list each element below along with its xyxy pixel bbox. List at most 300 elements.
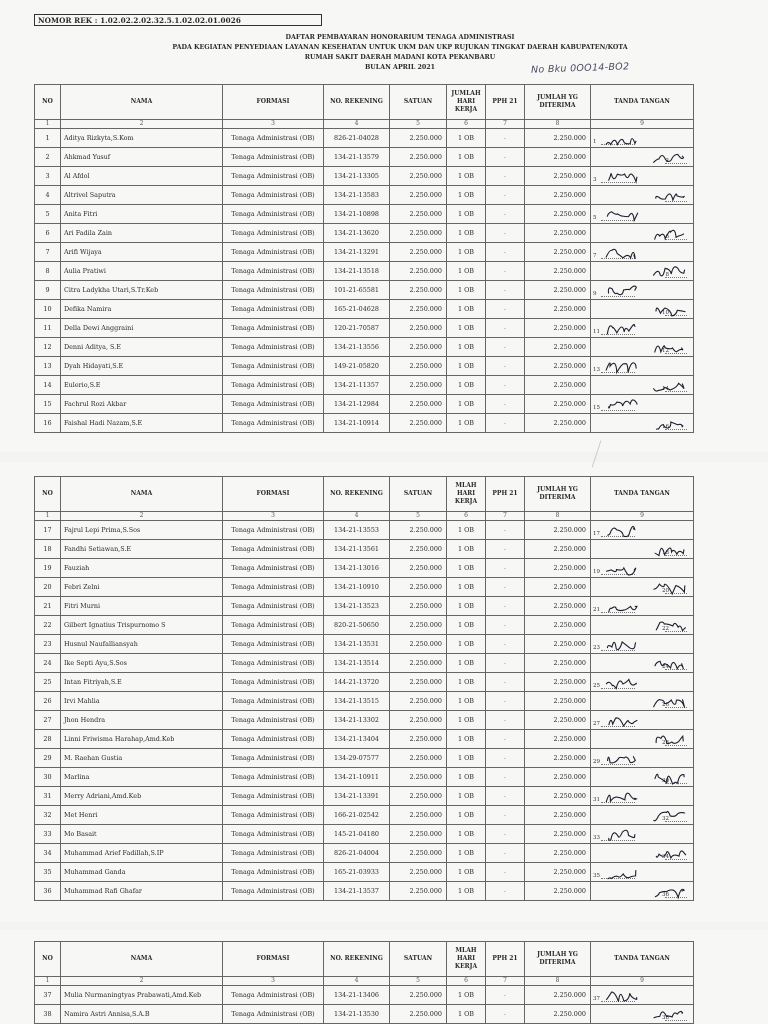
rekening-cell: 134-21-12984 bbox=[324, 395, 390, 414]
satuan-cell: 2.250.000 bbox=[390, 357, 447, 376]
formasi-cell: Tenaga Administrasi (OB) bbox=[223, 205, 324, 224]
signature-cell bbox=[591, 749, 694, 768]
satuan-cell: 2.250.000 bbox=[390, 186, 447, 205]
signature-number: 33 bbox=[593, 835, 600, 841]
hari-kerja-cell: 1 OB bbox=[447, 730, 486, 749]
row-number: 26 bbox=[35, 692, 61, 711]
signature-number: 22 bbox=[662, 626, 669, 632]
handwritten-signature bbox=[603, 244, 639, 261]
row-number: 14 bbox=[35, 376, 61, 395]
header-pph21: PPH 21 bbox=[486, 477, 525, 512]
hari-kerja-cell: 1 OB bbox=[447, 186, 486, 205]
handwritten-signature bbox=[603, 750, 639, 767]
employee-name: Marlina bbox=[61, 768, 223, 787]
formasi-cell: Tenaga Administrasi (OB) bbox=[223, 129, 324, 148]
column-index: 3 bbox=[223, 512, 324, 521]
rekening-cell: 134-21-13305 bbox=[324, 167, 390, 186]
pph21-cell: - bbox=[486, 148, 525, 167]
pph21-cell: - bbox=[486, 616, 525, 635]
signature-cell bbox=[591, 806, 694, 825]
payment-table-3 bbox=[34, 941, 694, 1024]
table-row bbox=[35, 357, 694, 376]
signature-stroke bbox=[607, 324, 635, 334]
header-diterima: JUMLAH YG DITERIMA bbox=[525, 85, 591, 120]
hari-kerja-cell: 1 OB bbox=[447, 300, 486, 319]
header-no: NO bbox=[35, 942, 61, 977]
signature-cell bbox=[591, 616, 694, 635]
signature-number: 15 bbox=[593, 405, 600, 411]
pph21-cell: - bbox=[486, 224, 525, 243]
satuan-cell: 2.250.000 bbox=[390, 654, 447, 673]
formasi-cell: Tenaga Administrasi (OB) bbox=[223, 825, 324, 844]
hari-kerja-cell: 1 OB bbox=[447, 205, 486, 224]
table-row bbox=[35, 635, 694, 654]
column-index-row bbox=[35, 977, 694, 986]
table-header-row bbox=[35, 477, 694, 512]
table-header-row bbox=[35, 942, 694, 977]
table-row bbox=[35, 616, 694, 635]
handwritten-signature bbox=[603, 206, 639, 223]
hari-kerja-cell: 1 OB bbox=[447, 338, 486, 357]
rekening-cell: 820-21-50650 bbox=[324, 616, 390, 635]
employee-name: Intan Fitriyah,S.E bbox=[61, 673, 223, 692]
formasi-cell: Tenaga Administrasi (OB) bbox=[223, 521, 324, 540]
table-row bbox=[35, 243, 694, 262]
signature-stroke bbox=[654, 1011, 683, 1017]
table-row bbox=[35, 825, 694, 844]
rekening-cell: 134-21-13518 bbox=[324, 262, 390, 281]
diterima-cell: 2.250.000 bbox=[525, 730, 591, 749]
employee-name: Met Henri bbox=[61, 806, 223, 825]
employee-name: Fitri Murni bbox=[61, 597, 223, 616]
signature-number: 37 bbox=[593, 996, 600, 1002]
pph21-cell: - bbox=[486, 768, 525, 787]
diterima-cell: 2.250.000 bbox=[525, 148, 591, 167]
table-row bbox=[35, 281, 694, 300]
handwritten-signature bbox=[603, 168, 639, 185]
formasi-cell: Tenaga Administrasi (OB) bbox=[223, 635, 324, 654]
formasi-cell: Tenaga Administrasi (OB) bbox=[223, 167, 324, 186]
rekening-cell: 134-21-10898 bbox=[324, 205, 390, 224]
pph21-cell: - bbox=[486, 262, 525, 281]
table-row bbox=[35, 787, 694, 806]
column-index: 4 bbox=[324, 512, 390, 521]
handwritten-signature bbox=[651, 339, 687, 356]
diterima-cell: 2.250.000 bbox=[525, 597, 591, 616]
diterima-cell: 2.250.000 bbox=[525, 654, 591, 673]
row-number: 37 bbox=[35, 986, 61, 1005]
formasi-cell: Tenaga Administrasi (OB) bbox=[223, 540, 324, 559]
row-number: 30 bbox=[35, 768, 61, 787]
pph21-cell: - bbox=[486, 863, 525, 882]
signature-stroke bbox=[655, 889, 684, 897]
hari-kerja-cell: 1 OB bbox=[447, 521, 486, 540]
diterima-cell: 2.250.000 bbox=[525, 692, 591, 711]
handwritten-signature bbox=[651, 263, 687, 280]
handwritten-signature bbox=[651, 845, 687, 862]
rekening-cell: 134-21-13556 bbox=[324, 338, 390, 357]
formasi-cell: Tenaga Administrasi (OB) bbox=[223, 768, 324, 787]
diterima-cell: 2.250.000 bbox=[525, 616, 591, 635]
rekening-cell: 134-21-13537 bbox=[324, 882, 390, 901]
rekening-cell: 149-21-05820 bbox=[324, 357, 390, 376]
signature-stroke bbox=[655, 548, 684, 556]
employee-name: Altrivel Saputra bbox=[61, 186, 223, 205]
row-number: 11 bbox=[35, 319, 61, 338]
rekening-cell: 165-21-04628 bbox=[324, 300, 390, 319]
header-formasi: FORMASI bbox=[223, 942, 324, 977]
signature-number: 19 bbox=[593, 569, 600, 575]
handwritten-signature bbox=[603, 674, 639, 691]
signature-cell bbox=[591, 224, 694, 243]
title-line: BULAN APRIL 2021 bbox=[364, 64, 436, 71]
pph21-cell: - bbox=[486, 521, 525, 540]
diterima-cell: 2.250.000 bbox=[525, 167, 591, 186]
satuan-cell: 2.250.000 bbox=[390, 414, 447, 433]
formasi-cell: Tenaga Administrasi (OB) bbox=[223, 597, 324, 616]
handwritten-signature bbox=[603, 987, 639, 1004]
handwritten-signature bbox=[651, 187, 687, 204]
handwritten-signature bbox=[651, 415, 687, 432]
pph21-cell: - bbox=[486, 787, 525, 806]
diterima-cell: 2.250.000 bbox=[525, 673, 591, 692]
column-index: 6 bbox=[447, 120, 486, 129]
satuan-cell: 2.250.000 bbox=[390, 540, 447, 559]
rekening-cell: 134-21-13406 bbox=[324, 986, 390, 1005]
row-number: 2 bbox=[35, 148, 61, 167]
satuan-cell: 2.250.000 bbox=[390, 205, 447, 224]
rekening-cell: 826-21-04028 bbox=[324, 129, 390, 148]
signature-number: 30 bbox=[662, 778, 669, 784]
satuan-cell: 2.250.000 bbox=[390, 338, 447, 357]
row-number: 20 bbox=[35, 578, 61, 597]
signature-cell bbox=[591, 673, 694, 692]
header-rekening: NO. REKENING bbox=[324, 85, 390, 120]
employee-name: Mo Basait bbox=[61, 825, 223, 844]
rekening-cell: 134-21-10910 bbox=[324, 578, 390, 597]
pph21-cell: - bbox=[486, 395, 525, 414]
satuan-cell: 2.250.000 bbox=[390, 768, 447, 787]
signature-cell bbox=[591, 357, 694, 376]
satuan-cell: 2.250.000 bbox=[390, 167, 447, 186]
table-row bbox=[35, 224, 694, 243]
diterima-cell: 2.250.000 bbox=[525, 281, 591, 300]
signature-number: 34 bbox=[662, 854, 669, 860]
rekening-cell: 134-21-13515 bbox=[324, 692, 390, 711]
formasi-cell: Tenaga Administrasi (OB) bbox=[223, 1005, 324, 1024]
row-number: 21 bbox=[35, 597, 61, 616]
pph21-cell: - bbox=[486, 376, 525, 395]
hari-kerja-cell: 1 OB bbox=[447, 395, 486, 414]
handwritten-signature bbox=[651, 225, 687, 242]
column-index-row bbox=[35, 512, 694, 521]
diterima-cell: 2.250.000 bbox=[525, 863, 591, 882]
column-index: 7 bbox=[486, 977, 525, 986]
signature-number: 24 bbox=[662, 664, 669, 670]
satuan-cell: 2.250.000 bbox=[390, 749, 447, 768]
signature-number: 20 bbox=[662, 588, 669, 594]
table-row bbox=[35, 768, 694, 787]
signature-number: 1 bbox=[593, 139, 597, 145]
column-index: 7 bbox=[486, 512, 525, 521]
signature-stroke bbox=[656, 194, 685, 200]
signature-number: 21 bbox=[593, 607, 600, 613]
column-index: 6 bbox=[447, 512, 486, 521]
signature-stroke bbox=[656, 736, 683, 744]
signature-cell bbox=[591, 338, 694, 357]
signature-stroke bbox=[655, 346, 683, 353]
signature-number: 11 bbox=[593, 329, 600, 335]
formasi-cell: Tenaga Administrasi (OB) bbox=[223, 806, 324, 825]
rekening-cell: 120-21-70587 bbox=[324, 319, 390, 338]
row-number: 8 bbox=[35, 262, 61, 281]
signature-stroke bbox=[609, 400, 637, 408]
row-number: 18 bbox=[35, 540, 61, 559]
column-index: 4 bbox=[324, 120, 390, 129]
pph21-cell: - bbox=[486, 243, 525, 262]
table-row bbox=[35, 863, 694, 882]
signature-cell bbox=[591, 597, 694, 616]
signature-cell bbox=[591, 262, 694, 281]
row-number: 7 bbox=[35, 243, 61, 262]
pph21-cell: - bbox=[486, 205, 525, 224]
rekening-cell: 134-21-13291 bbox=[324, 243, 390, 262]
signature-cell bbox=[591, 319, 694, 338]
row-number: 12 bbox=[35, 338, 61, 357]
pph21-cell: - bbox=[486, 281, 525, 300]
employee-name: Muhammad Rafi Ghafar bbox=[61, 882, 223, 901]
header-no: NO bbox=[35, 477, 61, 512]
table-row bbox=[35, 578, 694, 597]
signature-number: 27 bbox=[593, 721, 600, 727]
formasi-cell: Tenaga Administrasi (OB) bbox=[223, 262, 324, 281]
pph21-cell: - bbox=[486, 673, 525, 692]
table-header-row bbox=[35, 85, 694, 120]
signature-stroke bbox=[606, 139, 636, 145]
title-line: RUMAH SAKIT DAERAH MADANI KOTA PEKANBARU bbox=[304, 54, 496, 61]
row-number: 36 bbox=[35, 882, 61, 901]
table-row bbox=[35, 338, 694, 357]
pph21-cell: - bbox=[486, 825, 525, 844]
formasi-cell: Tenaga Administrasi (OB) bbox=[223, 281, 324, 300]
handwritten-signature bbox=[603, 826, 639, 843]
diterima-cell: 2.250.000 bbox=[525, 395, 591, 414]
table-row bbox=[35, 730, 694, 749]
table-row bbox=[35, 129, 694, 148]
handwritten-signature bbox=[603, 396, 639, 413]
pph21-cell: - bbox=[486, 635, 525, 654]
row-number: 34 bbox=[35, 844, 61, 863]
satuan-cell: 2.250.000 bbox=[390, 1005, 447, 1024]
pph21-cell: - bbox=[486, 300, 525, 319]
signature-cell bbox=[591, 205, 694, 224]
signature-stroke bbox=[609, 606, 637, 612]
pph21-cell: - bbox=[486, 749, 525, 768]
table-row bbox=[35, 414, 694, 433]
handwritten-signature bbox=[651, 731, 687, 748]
table-row bbox=[35, 692, 694, 711]
employee-name: Al Afdol bbox=[61, 167, 223, 186]
signature-stroke bbox=[653, 584, 684, 594]
formasi-cell: Tenaga Administrasi (OB) bbox=[223, 578, 324, 597]
signature-number: 8 bbox=[665, 272, 669, 278]
row-number: 13 bbox=[35, 357, 61, 376]
employee-name: Linni Friwisma Harahap,Amd.Keb bbox=[61, 730, 223, 749]
handwritten-signature bbox=[603, 282, 639, 299]
formasi-cell: Tenaga Administrasi (OB) bbox=[223, 186, 324, 205]
signature-stroke bbox=[607, 526, 634, 536]
column-index: 9 bbox=[591, 512, 694, 521]
signature-cell bbox=[591, 376, 694, 395]
diterima-cell: 2.250.000 bbox=[525, 540, 591, 559]
column-index: 8 bbox=[525, 977, 591, 986]
hari-kerja-cell: 1 OB bbox=[447, 616, 486, 635]
signature-number: 36 bbox=[662, 892, 669, 898]
header-hari-kerja: JUMLAH HARI KERJA bbox=[447, 85, 486, 120]
row-number: 19 bbox=[35, 559, 61, 578]
table-row bbox=[35, 986, 694, 1005]
signature-stroke bbox=[655, 661, 684, 669]
signature-stroke bbox=[655, 230, 684, 239]
pph21-cell: - bbox=[486, 540, 525, 559]
employee-name: Fauziah bbox=[61, 559, 223, 578]
header-satuan: SATUAN bbox=[390, 477, 447, 512]
signature-cell bbox=[591, 711, 694, 730]
hari-kerja-cell: 1 OB bbox=[447, 882, 486, 901]
table-row bbox=[35, 540, 694, 559]
pph21-cell: - bbox=[486, 357, 525, 376]
signature-stroke bbox=[654, 811, 685, 820]
signature-stroke bbox=[607, 212, 638, 221]
employee-name: Muhammad Ganda bbox=[61, 863, 223, 882]
signature-cell bbox=[591, 578, 694, 597]
signature-number: 32 bbox=[662, 816, 669, 822]
column-index: 8 bbox=[525, 512, 591, 521]
employee-name: Denni Aditya, S.E bbox=[61, 338, 223, 357]
diterima-cell: 2.250.000 bbox=[525, 1005, 591, 1024]
row-number: 32 bbox=[35, 806, 61, 825]
signature-cell bbox=[591, 243, 694, 262]
row-number: 29 bbox=[35, 749, 61, 768]
diterima-cell: 2.250.000 bbox=[525, 882, 591, 901]
column-index: 3 bbox=[223, 120, 324, 129]
employee-name: Jhon Hendra bbox=[61, 711, 223, 730]
hari-kerja-cell: 1 OB bbox=[447, 224, 486, 243]
column-index: 1 bbox=[35, 512, 61, 521]
signature-cell bbox=[591, 768, 694, 787]
hari-kerja-cell: 1 OB bbox=[447, 376, 486, 395]
handwritten-signature bbox=[651, 807, 687, 824]
hari-kerja-cell: 1 OB bbox=[447, 986, 486, 1005]
signature-stroke bbox=[606, 363, 636, 373]
employee-name: Namira Astri Annisa,S.A.B bbox=[61, 1005, 223, 1024]
signature-number: 23 bbox=[593, 645, 600, 651]
signature-number: 28 bbox=[662, 740, 669, 746]
satuan-cell: 2.250.000 bbox=[390, 635, 447, 654]
rekening-cell: 144-21-13720 bbox=[324, 673, 390, 692]
signature-cell bbox=[591, 540, 694, 559]
header-nama: NAMA bbox=[61, 85, 223, 120]
header-hari-kerja: MLAH HARI KERJA bbox=[447, 477, 486, 512]
table-row bbox=[35, 205, 694, 224]
rekening-cell: 165-21-03933 bbox=[324, 863, 390, 882]
employee-name: Fandhi Setiawan,S.E bbox=[61, 540, 223, 559]
satuan-cell: 2.250.000 bbox=[390, 730, 447, 749]
diterima-cell: 2.250.000 bbox=[525, 749, 591, 768]
diterima-cell: 2.250.000 bbox=[525, 357, 591, 376]
employee-name: Della Dewi Anggraini bbox=[61, 319, 223, 338]
satuan-cell: 2.250.000 bbox=[390, 844, 447, 863]
formasi-cell: Tenaga Administrasi (OB) bbox=[223, 616, 324, 635]
hari-kerja-cell: 1 OB bbox=[447, 711, 486, 730]
payment-table-1 bbox=[34, 84, 694, 433]
rekening-cell: 134-21-13391 bbox=[324, 787, 390, 806]
table-row bbox=[35, 148, 694, 167]
column-index: 4 bbox=[324, 977, 390, 986]
signature-stroke bbox=[608, 286, 636, 295]
employee-name: Irvi Mahlia bbox=[61, 692, 223, 711]
table-row bbox=[35, 395, 694, 414]
formasi-cell: Tenaga Administrasi (OB) bbox=[223, 224, 324, 243]
hari-kerja-cell: 1 OB bbox=[447, 559, 486, 578]
hari-kerja-cell: 1 OB bbox=[447, 243, 486, 262]
header-pph21: PPH 21 bbox=[486, 942, 525, 977]
table-row bbox=[35, 521, 694, 540]
handwritten-signature bbox=[603, 598, 639, 615]
diterima-cell: 2.250.000 bbox=[525, 129, 591, 148]
satuan-cell: 2.250.000 bbox=[390, 395, 447, 414]
handwritten-signature bbox=[651, 617, 687, 634]
handwritten-signature bbox=[651, 301, 687, 318]
hari-kerja-cell: 1 OB bbox=[447, 768, 486, 787]
formasi-cell: Tenaga Administrasi (OB) bbox=[223, 749, 324, 768]
pph21-cell: - bbox=[486, 559, 525, 578]
satuan-cell: 2.250.000 bbox=[390, 243, 447, 262]
employee-name: Muhammad Arief Fadillah,S.IP bbox=[61, 844, 223, 863]
header-hari-kerja: MLAH HARI KERJA bbox=[447, 942, 486, 977]
table-row bbox=[35, 376, 694, 395]
signature-cell bbox=[591, 986, 694, 1005]
employee-name: Gilbert Ignatius Trispurnomo S bbox=[61, 616, 223, 635]
handwritten-signature bbox=[603, 560, 639, 577]
header-nama: NAMA bbox=[61, 477, 223, 512]
table-row bbox=[35, 300, 694, 319]
pph21-cell: - bbox=[486, 1005, 525, 1024]
signature-number: 38 bbox=[662, 1015, 669, 1021]
hari-kerja-cell: 1 OB bbox=[447, 844, 486, 863]
row-number: 5 bbox=[35, 205, 61, 224]
signature-cell bbox=[591, 281, 694, 300]
pph21-cell: - bbox=[486, 414, 525, 433]
signature-cell bbox=[591, 635, 694, 654]
satuan-cell: 2.250.000 bbox=[390, 806, 447, 825]
employee-name: Febri Zelni bbox=[61, 578, 223, 597]
satuan-cell: 2.250.000 bbox=[390, 673, 447, 692]
diterima-cell: 2.250.000 bbox=[525, 376, 591, 395]
rekening-cell: 826-21-04004 bbox=[324, 844, 390, 863]
handwritten-signature bbox=[651, 883, 687, 900]
header-satuan: SATUAN bbox=[390, 85, 447, 120]
satuan-cell: 2.250.000 bbox=[390, 559, 447, 578]
satuan-cell: 2.250.000 bbox=[390, 148, 447, 167]
diterima-cell: 2.250.000 bbox=[525, 711, 591, 730]
handwritten-signature bbox=[651, 655, 687, 672]
row-number: 27 bbox=[35, 711, 61, 730]
hari-kerja-cell: 1 OB bbox=[447, 806, 486, 825]
satuan-cell: 2.250.000 bbox=[390, 787, 447, 806]
diterima-cell: 2.250.000 bbox=[525, 806, 591, 825]
formasi-cell: Tenaga Administrasi (OB) bbox=[223, 673, 324, 692]
